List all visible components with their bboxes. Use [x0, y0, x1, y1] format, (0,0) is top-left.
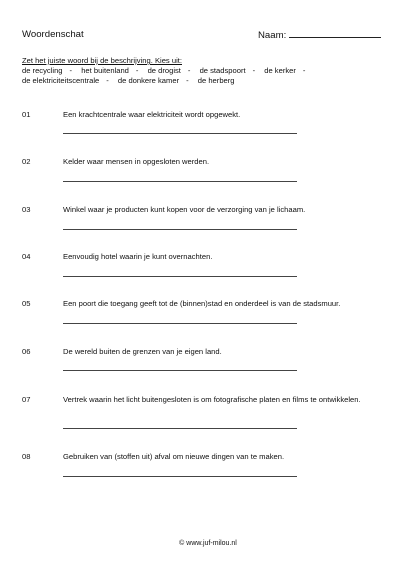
answer-line	[63, 229, 297, 230]
word-option: de recycling	[22, 66, 63, 75]
option-separator: -	[135, 66, 139, 75]
name-blank-line	[289, 29, 381, 38]
option-separator: -	[69, 66, 73, 75]
answer-line	[63, 476, 297, 477]
question-text: Vertrek waarin het licht buitengesloten is om fotografische platen en films te ontwikkelen.	[63, 395, 361, 404]
word-option: de drogist	[147, 66, 181, 75]
word-option: de herberg	[197, 76, 235, 85]
question-text: Winkel waar je producten kunt kopen voor de verzorging van je lichaam.	[63, 205, 306, 214]
question-number: 04	[22, 252, 31, 261]
question-number: 01	[22, 110, 31, 119]
option-separator: -	[187, 66, 191, 75]
question-text: Kelder waar mensen in opgesloten werden.	[63, 157, 210, 166]
answer-line	[63, 323, 297, 324]
answer-line	[63, 133, 297, 134]
question-text: Een krachtcentrale waar elektriciteit wordt opgewekt.	[63, 110, 241, 119]
word-options-list	[22, 66, 352, 86]
question-number: 05	[22, 299, 31, 308]
word-option: de stadspoort	[199, 66, 246, 75]
question-text: De wereld buiten de grenzen van je eigen land.	[63, 347, 222, 356]
question-number: 06	[22, 347, 31, 356]
option-separator: -	[186, 76, 189, 85]
answer-line	[63, 428, 297, 429]
word-option: het buitenland	[81, 66, 129, 75]
question-text: Eenvoudig hotel waarin je kunt overnachten.	[63, 252, 213, 261]
question-text: Een poort die toegang geeft tot de (binnen)stad en onderdeel is van de stadsmuur.	[63, 299, 341, 308]
question-number: 08	[22, 452, 31, 461]
question-number: 03	[22, 205, 31, 214]
word-option: de kerker	[264, 66, 296, 75]
option-separator: -	[252, 66, 256, 75]
option-separator: -	[106, 76, 109, 85]
question-number: 07	[22, 395, 31, 404]
name-label: Naam:	[258, 30, 287, 41]
option-separator: -	[302, 66, 306, 75]
answer-line	[63, 276, 297, 277]
worksheet-title: Woordenschat	[22, 29, 84, 40]
answer-line	[63, 181, 297, 182]
instruction-text: Zet het juiste woord bij de beschrijving. Kies uit:	[22, 56, 182, 65]
word-option: de donkere kamer	[117, 76, 180, 85]
name-field	[258, 29, 381, 41]
word-option: de elektriciteitscentrale	[22, 76, 100, 85]
question-text: Gebruiken van (stoffen uit) afval om nieuwe dingen van te maken.	[63, 452, 285, 461]
question-number: 02	[22, 157, 31, 166]
answer-line	[63, 370, 297, 371]
footer-copyright: © www.juf-milou.nl	[179, 540, 237, 547]
